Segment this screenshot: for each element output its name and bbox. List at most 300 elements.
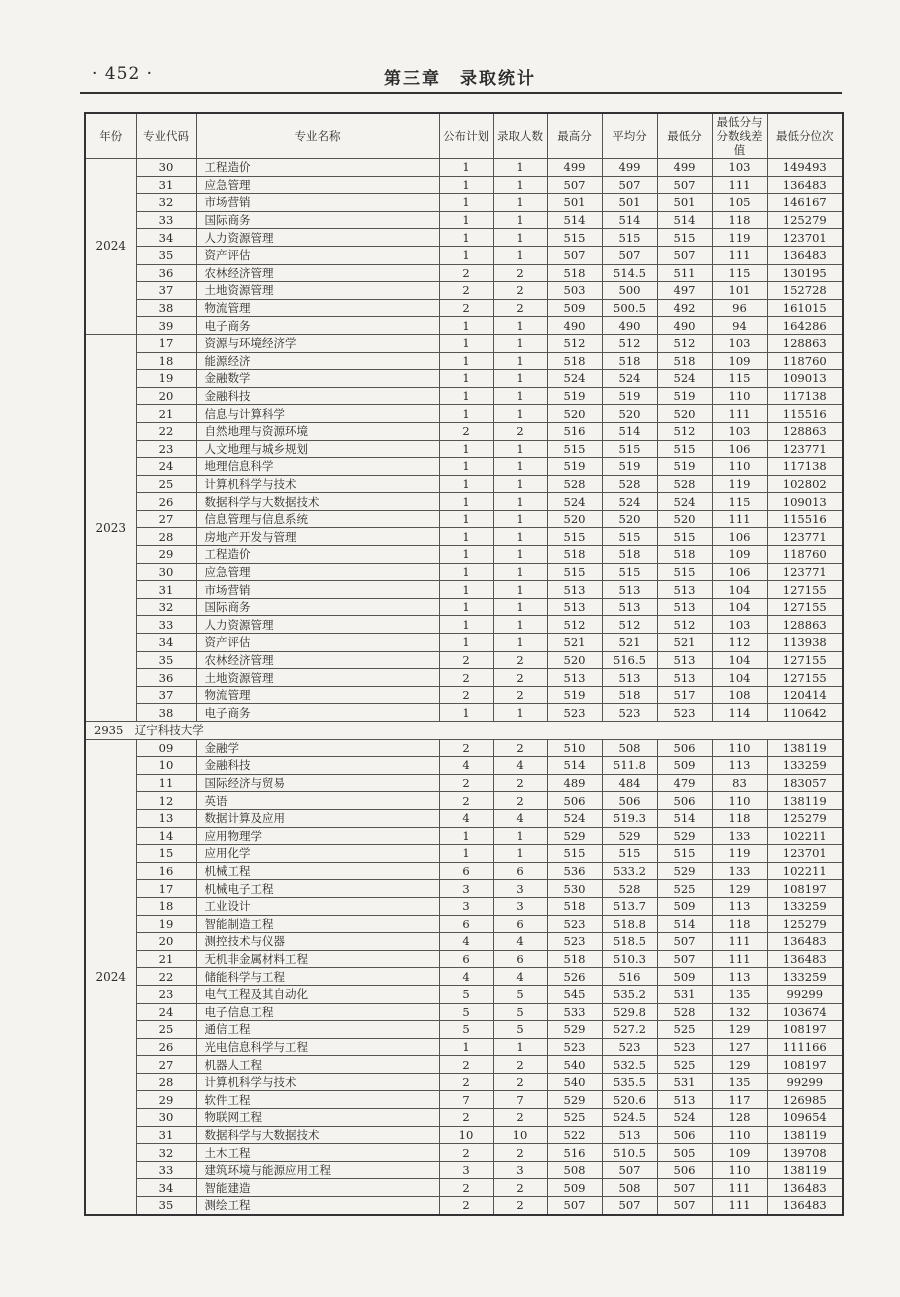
avg-score-cell: 515 xyxy=(602,528,657,546)
diff-cell: 103 xyxy=(712,616,767,634)
admitted-cell: 1 xyxy=(493,598,547,616)
rank-cell: 108197 xyxy=(767,880,843,898)
plan-cell: 2 xyxy=(439,651,493,669)
table-row xyxy=(85,845,843,863)
diff-cell: 115 xyxy=(712,370,767,388)
major-name-cell: 无机非金属材料工程 xyxy=(196,950,439,968)
max-score-cell: 520 xyxy=(547,651,602,669)
min-score-cell: 520 xyxy=(657,405,712,423)
major-name-cell: 人力资源管理 xyxy=(196,229,439,247)
diff-cell: 118 xyxy=(712,915,767,933)
major-name-cell: 土木工程 xyxy=(196,1144,439,1162)
table-row xyxy=(85,528,843,546)
min-score-cell: 531 xyxy=(657,1073,712,1091)
min-score-cell: 524 xyxy=(657,1109,712,1127)
major-name-cell: 金融科技 xyxy=(196,757,439,775)
code-cell: 21 xyxy=(136,405,196,423)
avg-score-cell: 528 xyxy=(602,475,657,493)
admitted-cell: 4 xyxy=(493,933,547,951)
rank-cell: 118760 xyxy=(767,546,843,564)
rank-cell: 136483 xyxy=(767,1179,843,1197)
rank-cell: 123771 xyxy=(767,440,843,458)
max-score-cell: 518 xyxy=(547,897,602,915)
min-score-cell: 525 xyxy=(657,880,712,898)
plan-cell: 1 xyxy=(439,581,493,599)
header-rule xyxy=(80,92,842,94)
max-score-cell: 510 xyxy=(547,739,602,757)
plan-cell: 1 xyxy=(439,352,493,370)
code-cell: 37 xyxy=(136,686,196,704)
rank-cell: 99299 xyxy=(767,985,843,1003)
admitted-cell: 2 xyxy=(493,1197,547,1215)
major-name-cell: 农林经济管理 xyxy=(196,651,439,669)
rank-cell: 111166 xyxy=(767,1038,843,1056)
avg-score-cell: 490 xyxy=(602,317,657,335)
plan-cell: 1 xyxy=(439,229,493,247)
diff-cell: 96 xyxy=(712,299,767,317)
plan-cell: 1 xyxy=(439,704,493,722)
rank-cell: 139708 xyxy=(767,1144,843,1162)
max-score-cell: 518 xyxy=(547,352,602,370)
max-score-cell: 525 xyxy=(547,1109,602,1127)
avg-score-cell: 512 xyxy=(602,334,657,352)
admitted-cell: 1 xyxy=(493,370,547,388)
rank-cell: 136483 xyxy=(767,176,843,194)
code-cell: 12 xyxy=(136,792,196,810)
max-score-cell: 521 xyxy=(547,634,602,652)
max-score-cell: 524 xyxy=(547,493,602,511)
school-name: 2935 辽宁科技大学 xyxy=(85,722,843,740)
admitted-cell: 1 xyxy=(493,845,547,863)
code-cell: 32 xyxy=(136,1144,196,1162)
min-score-cell: 519 xyxy=(657,387,712,405)
major-name-cell: 电子商务 xyxy=(196,704,439,722)
major-name-cell: 应急管理 xyxy=(196,176,439,194)
major-name-cell: 电气工程及其自动化 xyxy=(196,985,439,1003)
major-name-cell: 工程造价 xyxy=(196,546,439,564)
min-score-cell: 513 xyxy=(657,651,712,669)
diff-cell: 110 xyxy=(712,387,767,405)
plan-cell: 2 xyxy=(439,1197,493,1215)
major-name-cell: 自然地理与资源环境 xyxy=(196,422,439,440)
table-row xyxy=(85,282,843,300)
rank-cell: 136483 xyxy=(767,246,843,264)
table-row xyxy=(85,985,843,1003)
admitted-cell: 4 xyxy=(493,757,547,775)
plan-cell: 2 xyxy=(439,792,493,810)
rank-cell: 138119 xyxy=(767,792,843,810)
code-cell: 38 xyxy=(136,299,196,317)
plan-cell: 1 xyxy=(439,598,493,616)
major-name-cell: 地理信息科学 xyxy=(196,458,439,476)
admitted-cell: 1 xyxy=(493,581,547,599)
max-score-cell: 520 xyxy=(547,510,602,528)
admitted-cell: 1 xyxy=(493,634,547,652)
avg-score-cell: 520 xyxy=(602,510,657,528)
max-score-cell: 515 xyxy=(547,528,602,546)
table-row xyxy=(85,598,843,616)
major-name-cell: 人文地理与城乡规划 xyxy=(196,440,439,458)
avg-score-cell: 508 xyxy=(602,739,657,757)
min-score-cell: 499 xyxy=(657,159,712,177)
rank-cell: 125279 xyxy=(767,915,843,933)
min-score-cell: 509 xyxy=(657,968,712,986)
code-cell: 23 xyxy=(136,440,196,458)
code-cell: 21 xyxy=(136,950,196,968)
min-score-cell: 529 xyxy=(657,862,712,880)
year-cell: 2023 xyxy=(85,334,136,721)
major-name-cell: 建筑环境与能源应用工程 xyxy=(196,1161,439,1179)
col-header-plan: 公布计划 xyxy=(439,113,493,159)
max-score-cell: 503 xyxy=(547,282,602,300)
major-name-cell: 通信工程 xyxy=(196,1021,439,1039)
avg-score-cell: 519.3 xyxy=(602,809,657,827)
min-score-cell: 512 xyxy=(657,616,712,634)
table-row xyxy=(85,651,843,669)
major-name-cell: 数据计算及应用 xyxy=(196,809,439,827)
max-score-cell: 515 xyxy=(547,229,602,247)
major-name-cell: 金融科技 xyxy=(196,387,439,405)
table-row xyxy=(85,915,843,933)
max-score-cell: 518 xyxy=(547,950,602,968)
max-score-cell: 499 xyxy=(547,159,602,177)
code-cell: 29 xyxy=(136,1091,196,1109)
code-cell: 20 xyxy=(136,933,196,951)
diff-cell: 135 xyxy=(712,985,767,1003)
avg-score-cell: 519 xyxy=(602,458,657,476)
major-name-cell: 土地资源管理 xyxy=(196,669,439,687)
max-score-cell: 513 xyxy=(547,598,602,616)
admitted-cell: 1 xyxy=(493,1038,547,1056)
major-name-cell: 计算机科学与技术 xyxy=(196,1073,439,1091)
code-cell: 35 xyxy=(136,1197,196,1215)
avg-score-cell: 515 xyxy=(602,845,657,863)
avg-score-cell: 528 xyxy=(602,880,657,898)
min-score-cell: 518 xyxy=(657,352,712,370)
admitted-cell: 2 xyxy=(493,1109,547,1127)
table-row xyxy=(85,968,843,986)
max-score-cell: 533 xyxy=(547,1003,602,1021)
min-score-cell: 528 xyxy=(657,475,712,493)
table-row xyxy=(85,264,843,282)
table-row xyxy=(85,739,843,757)
rank-cell: 127155 xyxy=(767,669,843,687)
major-name-cell: 软件工程 xyxy=(196,1091,439,1109)
max-score-cell: 530 xyxy=(547,880,602,898)
admitted-cell: 5 xyxy=(493,1003,547,1021)
table-row xyxy=(85,246,843,264)
admitted-cell: 6 xyxy=(493,915,547,933)
avg-score-cell: 501 xyxy=(602,194,657,212)
code-cell: 25 xyxy=(136,1021,196,1039)
major-name-cell: 资产评估 xyxy=(196,246,439,264)
major-name-cell: 物流管理 xyxy=(196,299,439,317)
plan-cell: 1 xyxy=(439,458,493,476)
max-score-cell: 515 xyxy=(547,440,602,458)
min-score-cell: 507 xyxy=(657,950,712,968)
major-name-cell: 应用物理学 xyxy=(196,827,439,845)
plan-cell: 5 xyxy=(439,985,493,1003)
diff-cell: 83 xyxy=(712,774,767,792)
rank-cell: 149493 xyxy=(767,159,843,177)
diff-cell: 118 xyxy=(712,809,767,827)
min-score-cell: 524 xyxy=(657,493,712,511)
avg-score-cell: 506 xyxy=(602,792,657,810)
major-name-cell: 资源与环境经济学 xyxy=(196,334,439,352)
diff-cell: 119 xyxy=(712,845,767,863)
major-name-cell: 数据科学与大数据技术 xyxy=(196,493,439,511)
admitted-cell: 1 xyxy=(493,159,547,177)
code-cell: 11 xyxy=(136,774,196,792)
plan-cell: 2 xyxy=(439,299,493,317)
plan-cell: 1 xyxy=(439,387,493,405)
plan-cell: 1 xyxy=(439,194,493,212)
plan-cell: 2 xyxy=(439,739,493,757)
diff-cell: 111 xyxy=(712,950,767,968)
table-row xyxy=(85,422,843,440)
rank-cell: 152728 xyxy=(767,282,843,300)
code-cell: 37 xyxy=(136,282,196,300)
avg-score-cell: 513 xyxy=(602,581,657,599)
min-score-cell: 507 xyxy=(657,1197,712,1215)
rank-cell: 108197 xyxy=(767,1021,843,1039)
diff-cell: 111 xyxy=(712,1179,767,1197)
admitted-cell: 5 xyxy=(493,985,547,1003)
table-header-row xyxy=(85,113,843,159)
min-score-cell: 514 xyxy=(657,809,712,827)
diff-cell: 113 xyxy=(712,968,767,986)
min-score-cell: 506 xyxy=(657,792,712,810)
rank-cell: 127155 xyxy=(767,581,843,599)
admitted-cell: 2 xyxy=(493,264,547,282)
code-cell: 32 xyxy=(136,598,196,616)
table-row xyxy=(85,704,843,722)
min-score-cell: 506 xyxy=(657,1126,712,1144)
min-score-cell: 507 xyxy=(657,1179,712,1197)
max-score-cell: 523 xyxy=(547,915,602,933)
avg-score-cell: 529.8 xyxy=(602,1003,657,1021)
min-score-cell: 523 xyxy=(657,1038,712,1056)
table-row xyxy=(85,299,843,317)
col-header-admitted: 录取人数 xyxy=(493,113,547,159)
plan-cell: 1 xyxy=(439,546,493,564)
min-score-cell: 517 xyxy=(657,686,712,704)
rank-cell: 127155 xyxy=(767,651,843,669)
diff-cell: 129 xyxy=(712,880,767,898)
major-name-cell: 储能科学与工程 xyxy=(196,968,439,986)
admitted-cell: 5 xyxy=(493,1021,547,1039)
code-cell: 35 xyxy=(136,651,196,669)
max-score-cell: 516 xyxy=(547,1144,602,1162)
avg-score-cell: 532.5 xyxy=(602,1056,657,1074)
max-score-cell: 545 xyxy=(547,985,602,1003)
max-score-cell: 523 xyxy=(547,933,602,951)
code-cell: 28 xyxy=(136,528,196,546)
plan-cell: 1 xyxy=(439,827,493,845)
code-cell: 33 xyxy=(136,211,196,229)
rank-cell: 123701 xyxy=(767,845,843,863)
major-name-cell: 市场营销 xyxy=(196,194,439,212)
admitted-cell: 1 xyxy=(493,616,547,634)
min-score-cell: 519 xyxy=(657,458,712,476)
plan-cell: 1 xyxy=(439,510,493,528)
major-name-cell: 计算机科学与技术 xyxy=(196,475,439,493)
table-row xyxy=(85,757,843,775)
table-row xyxy=(85,387,843,405)
table-row xyxy=(85,229,843,247)
max-score-cell: 518 xyxy=(547,546,602,564)
major-name-cell: 光电信息科学与工程 xyxy=(196,1038,439,1056)
code-cell: 36 xyxy=(136,669,196,687)
plan-cell: 5 xyxy=(439,1021,493,1039)
diff-cell: 110 xyxy=(712,739,767,757)
table-row xyxy=(85,563,843,581)
admitted-cell: 1 xyxy=(493,405,547,423)
min-score-cell: 507 xyxy=(657,246,712,264)
diff-cell: 115 xyxy=(712,264,767,282)
rank-cell: 130195 xyxy=(767,264,843,282)
diff-cell: 113 xyxy=(712,897,767,915)
rank-cell: 136483 xyxy=(767,950,843,968)
max-score-cell: 515 xyxy=(547,845,602,863)
admitted-cell: 2 xyxy=(493,686,547,704)
plan-cell: 2 xyxy=(439,264,493,282)
admitted-cell: 3 xyxy=(493,1161,547,1179)
code-cell: 26 xyxy=(136,1038,196,1056)
col-header-max: 最高分 xyxy=(547,113,602,159)
diff-cell: 129 xyxy=(712,1056,767,1074)
major-name-cell: 数据科学与大数据技术 xyxy=(196,1126,439,1144)
min-score-cell: 509 xyxy=(657,757,712,775)
table-row xyxy=(85,862,843,880)
rank-cell: 123771 xyxy=(767,528,843,546)
min-score-cell: 524 xyxy=(657,370,712,388)
plan-cell: 7 xyxy=(439,1091,493,1109)
plan-cell: 2 xyxy=(439,422,493,440)
admitted-cell: 1 xyxy=(493,176,547,194)
diff-cell: 109 xyxy=(712,546,767,564)
plan-cell: 4 xyxy=(439,757,493,775)
code-cell: 19 xyxy=(136,915,196,933)
rank-cell: 102211 xyxy=(767,862,843,880)
rank-cell: 136483 xyxy=(767,933,843,951)
table-row xyxy=(85,176,843,194)
admitted-cell: 1 xyxy=(493,458,547,476)
max-score-cell: 526 xyxy=(547,968,602,986)
min-score-cell: 505 xyxy=(657,1144,712,1162)
rank-cell: 115516 xyxy=(767,510,843,528)
plan-cell: 2 xyxy=(439,1144,493,1162)
plan-cell: 6 xyxy=(439,950,493,968)
max-score-cell: 501 xyxy=(547,194,602,212)
min-score-cell: 509 xyxy=(657,897,712,915)
col-header-year: 年份 xyxy=(85,113,136,159)
col-header-diff: 最低分与分数线差值 xyxy=(712,113,767,159)
avg-score-cell: 519 xyxy=(602,387,657,405)
max-score-cell: 514 xyxy=(547,757,602,775)
col-header-rank: 最低分位次 xyxy=(767,113,843,159)
code-cell: 38 xyxy=(136,704,196,722)
year-cell: 2024 xyxy=(85,739,136,1215)
rank-cell: 123701 xyxy=(767,229,843,247)
code-cell: 15 xyxy=(136,845,196,863)
max-score-cell: 513 xyxy=(547,581,602,599)
rank-cell: 103674 xyxy=(767,1003,843,1021)
major-name-cell: 金融数学 xyxy=(196,370,439,388)
code-cell: 34 xyxy=(136,1179,196,1197)
max-score-cell: 514 xyxy=(547,211,602,229)
year-cell: 2024 xyxy=(85,159,136,335)
code-cell: 13 xyxy=(136,809,196,827)
avg-score-cell: 500.5 xyxy=(602,299,657,317)
plan-cell: 3 xyxy=(439,897,493,915)
rank-cell: 115516 xyxy=(767,405,843,423)
major-name-cell: 电子信息工程 xyxy=(196,1003,439,1021)
admitted-cell: 2 xyxy=(493,739,547,757)
avg-score-cell: 523 xyxy=(602,704,657,722)
admitted-cell: 2 xyxy=(493,1056,547,1074)
plan-cell: 2 xyxy=(439,282,493,300)
rank-cell: 117138 xyxy=(767,458,843,476)
table-row xyxy=(85,475,843,493)
table-row xyxy=(85,634,843,652)
major-name-cell: 物联网工程 xyxy=(196,1109,439,1127)
admitted-cell: 1 xyxy=(493,510,547,528)
max-score-cell: 508 xyxy=(547,1161,602,1179)
plan-cell: 3 xyxy=(439,1161,493,1179)
plan-cell: 5 xyxy=(439,1003,493,1021)
avg-score-cell: 511.8 xyxy=(602,757,657,775)
rank-cell: 109013 xyxy=(767,370,843,388)
diff-cell: 103 xyxy=(712,422,767,440)
diff-cell: 119 xyxy=(712,475,767,493)
plan-cell: 4 xyxy=(439,933,493,951)
rank-cell: 133259 xyxy=(767,968,843,986)
table-row xyxy=(85,317,843,335)
admitted-cell: 1 xyxy=(493,194,547,212)
max-score-cell: 519 xyxy=(547,686,602,704)
avg-score-cell: 518 xyxy=(602,352,657,370)
diff-cell: 104 xyxy=(712,669,767,687)
admitted-cell: 2 xyxy=(493,422,547,440)
min-score-cell: 501 xyxy=(657,194,712,212)
code-cell: 28 xyxy=(136,1073,196,1091)
min-score-cell: 492 xyxy=(657,299,712,317)
admitted-cell: 2 xyxy=(493,1179,547,1197)
major-name-cell: 应用化学 xyxy=(196,845,439,863)
admitted-cell: 1 xyxy=(493,440,547,458)
diff-cell: 119 xyxy=(712,229,767,247)
avg-score-cell: 513.7 xyxy=(602,897,657,915)
admitted-cell: 1 xyxy=(493,387,547,405)
admitted-cell: 2 xyxy=(493,1073,547,1091)
max-score-cell: 515 xyxy=(547,563,602,581)
avg-score-cell: 518.5 xyxy=(602,933,657,951)
code-cell: 24 xyxy=(136,458,196,476)
plan-cell: 1 xyxy=(439,246,493,264)
max-score-cell: 519 xyxy=(547,458,602,476)
min-score-cell: 521 xyxy=(657,634,712,652)
rank-cell: 117138 xyxy=(767,387,843,405)
max-score-cell: 529 xyxy=(547,827,602,845)
max-score-cell: 507 xyxy=(547,246,602,264)
major-name-cell: 国际经济与贸易 xyxy=(196,774,439,792)
plan-cell: 2 xyxy=(439,1109,493,1127)
plan-cell: 1 xyxy=(439,845,493,863)
max-score-cell: 509 xyxy=(547,299,602,317)
diff-cell: 104 xyxy=(712,581,767,599)
min-score-cell: 512 xyxy=(657,422,712,440)
